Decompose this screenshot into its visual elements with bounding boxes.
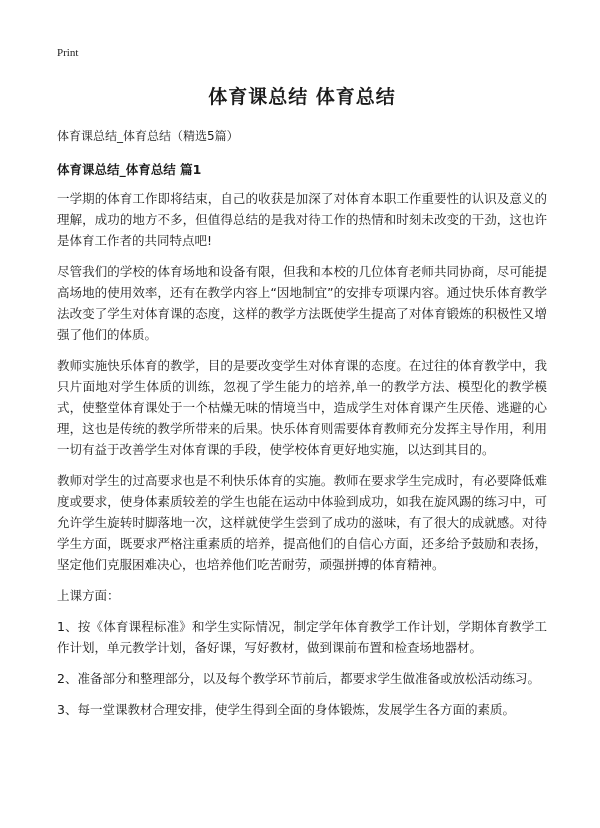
list-item: 2、准备部分和整理部分，以及每个教学环节前后，都要求学生做准备或放松活动练习。 (57, 671, 540, 686)
paragraph: 教师对学生的过高要求也是不利快乐体育的实施。教师在要求学生完成时，有必要降低难度或要求，使身体素质较差的学生也能在运动中体验到成功，如我在旋风踢的练习中，可允许学生旋转时脚落地一次，这样就使学生尝到了成功的滋味，有了很大的成就感。对待学生方面，既要求严格注重素质的培养，提高他们的自信心方面，还多给予鼓励和表扬，坚定他们克服困难决心，也培养他们吃苦耐劳，顽强拼搏的体育精神。 (57, 473, 547, 572)
page-title: 体育课总结 体育总结 (208, 86, 396, 108)
paragraph: 上课方面： (57, 588, 120, 603)
list-item: 3、每一堂课教材合理安排，使学生得到全面的身体锻炼，发展学生各方面的素质。 (57, 702, 515, 717)
article-body (57, 76, 547, 730)
article-subtitle: 体育课总结_体育总结（精选5篇） (57, 129, 239, 143)
paragraph: 教师实施快乐体育的教学，目的是要改变学生对体育课的态度。在过往的体育教学中，我只片面地对学生体质的训练，忽视了学生能力的培养,单一的教学方法、模型化的教学模式，使整堂体育课处于一个枯燥无味的情境当中，造成学生对体育课产生厌倦、逃避的心理，这也是传统的教学所带来的后果。快乐体育则需要体育教师充分发挥主导作用，利用一切有益于改善学生对体育课的手段，使学校体育更好地实施，以达到其目的。 (57, 358, 547, 457)
section-heading: 体育课总结_体育总结 篇1 (57, 162, 202, 177)
paragraph: 尽管我们的学校的体育场地和设备有限，但我和本校的几位体育老师共同协商，尽可能提高场地的使用效率，还有在教学内容上“因地制宜”的安排专项课内容。通过快乐体育教学法改变了学生对体育课的态度，这样的教学方法既使学生提高了对体育锻炼的积极性又增强了他们的体质。 (57, 264, 547, 342)
paragraph: 一学期的体育工作即将结束，自己的收获是加深了对体育本职工作重要性的认识及意义的理解，成功的地方不多，但值得总结的是我对待工作的热情和时刻未改变的干劲，这也许是体育工作者的共同特点吧! (57, 191, 547, 248)
list-item: 1、按《体育课程标准》和学生实际情况，制定学年体育教学工作计划，学期体育教学工作计划，单元教学计划，备好课，写好教材，做到课前布置和检查场地器材。 (57, 619, 547, 655)
print-link[interactable]: Print (57, 47, 79, 59)
